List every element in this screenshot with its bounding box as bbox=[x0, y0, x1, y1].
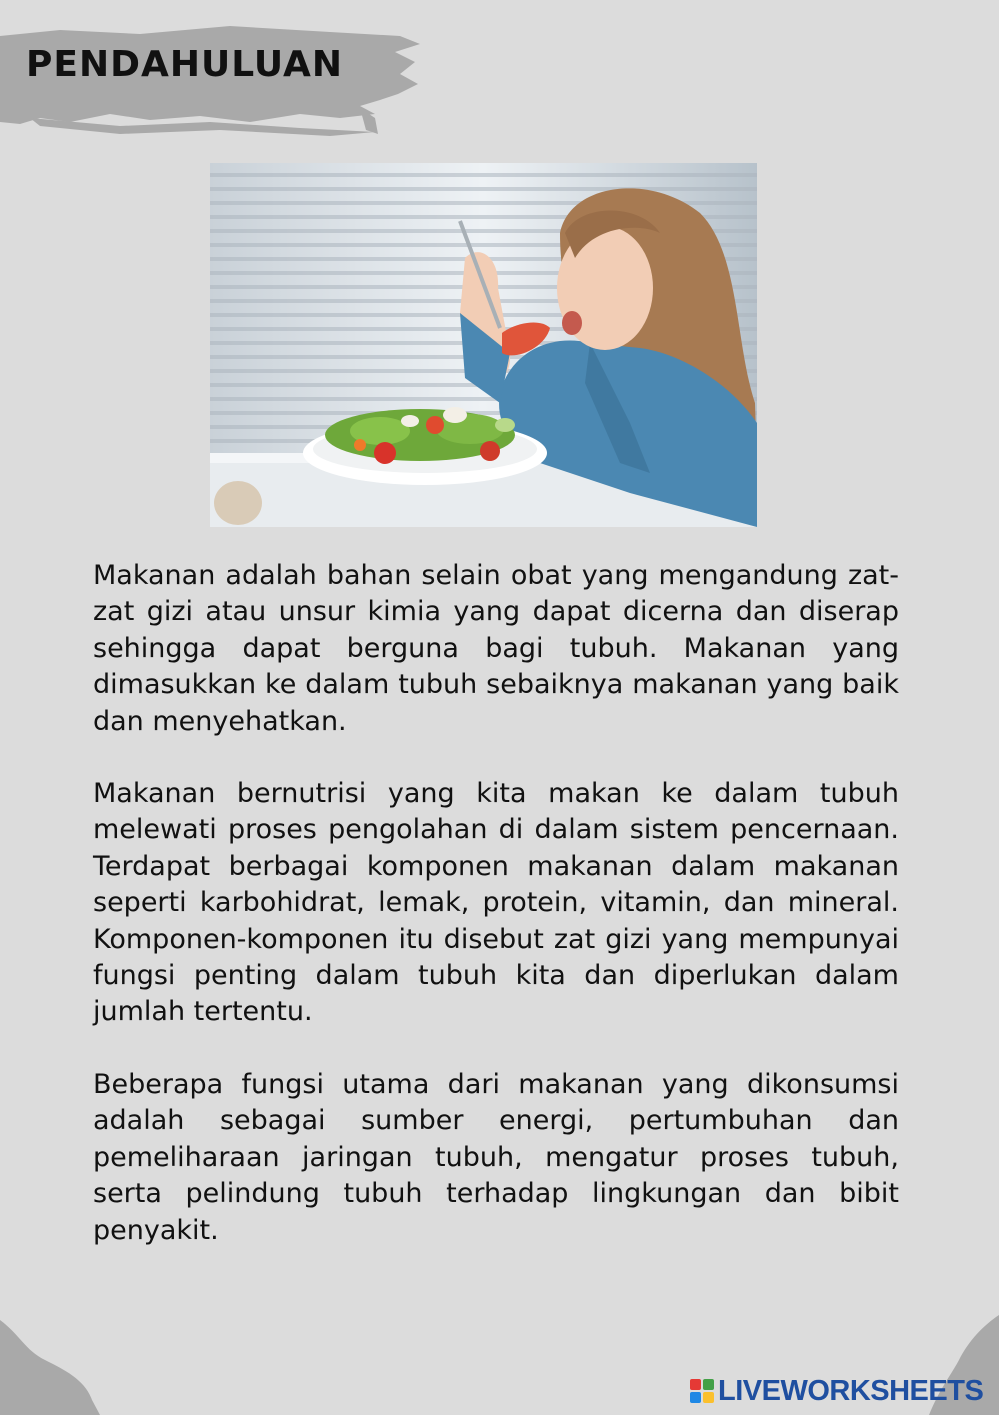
brand-name: LIVEWORKSHEETS bbox=[718, 1374, 984, 1407]
corner-decoration-left bbox=[0, 1320, 100, 1415]
liveworksheets-brand bbox=[690, 1374, 983, 1408]
girl-eating-salad-photo bbox=[210, 163, 757, 527]
paragraph-2: Makanan bernutrisi yang kita makan ke dalam tubuh melewati proses pengolahan di dalam sistem pencernaan. Terdapat berbagai komponen makanan dalam makanan seperti karbohidrat, lemak, protein, vitamin, dan mineral. Komponen-komponen itu disebut zat gizi yang mempunyai fungsi penting dalam tubuh kita dan diperlukan dalam jumlah tertentu. bbox=[93, 778, 899, 1028]
page-title: PENDAHULUAN bbox=[26, 44, 343, 85]
paragraph-3: Beberapa fungsi utama dari makanan yang dikonsumsi adalah sebagai sumber energi, pertumbuhan dan pemeliharaan jaringan tubuh, mengatur proses tubuh, serta pelindung tubuh terhadap lingkungan dan bibit penyakit. bbox=[93, 1068, 899, 1246]
paragraph-1: Makanan adalah bahan selain obat yang mengandung zat-zat gizi atau unsur kimia yang dapat dicerna dan diserap sehingga dapat berguna bagi tubuh. Makanan yang dimasukkan ke dalam tubuh sebaiknya makanan yang baik dan menyehatkan. bbox=[93, 560, 899, 737]
liveworksheets-logo-icon bbox=[690, 1379, 714, 1403]
body-text bbox=[93, 558, 899, 1285]
